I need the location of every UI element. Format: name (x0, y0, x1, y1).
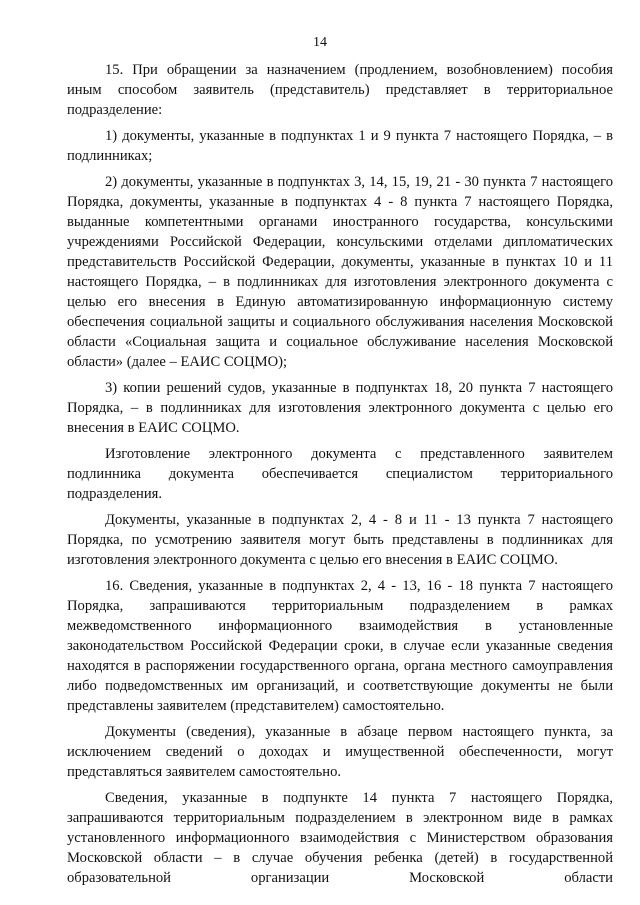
paragraph-16-self-submission: Документы (сведения), указанные в абзаце первом настоящего пункта, за исключением сведений о доходах и имущественной обеспеченности, могут представляться заявителем самостоятельно. (67, 724, 613, 780)
document-body (67, 60, 613, 894)
paragraph-15-item-2: 2) документы, указанные в подпунктах 3, 14, 15, 19, 21 - 30 пункта 7 настоящего Порядка, документы, указанные в подпунктах 4 - 8 пункта 7 настоящего Порядка, выданные компетентными органами иностранного государства, консульскими учреждениями Российской Федерации, консульскими отделами дипломатических представительств Российской Федерации, документы, указанные в пунктах 10 и 11 настоящего Порядка, – в подлинниках для изготовления электронного документа с целью его внесения в Единую автоматизированную информационную систему обеспечения социальной защиты и социального обслуживания населения Московской области «Социальная защита и социальное обслуживание населения Московской области» (далее – ЕАИС СОЦМО); (67, 174, 613, 370)
paragraph-15-intro: 15. При обращении за назначением (продлением, возобновлением) пособия иным способом заявитель (представитель) представляет в территориальное подразделение: (67, 62, 613, 118)
paragraph-16-education-info: Сведения, указанные в подпункте 14 пункта 7 настоящего Порядка, запрашиваются территориальным подразделением в электронном виде в рамках установленного информационного взаимодействия с Министерством образования Московской области – в случае обучения ребенка (детей) в государственной образовательной организации Московской области (67, 790, 613, 886)
paragraph-16-intro: 16. Сведения, указанные в подпунктах 2, 4 - 13, 16 - 18 пункта 7 настоящего Порядка, запрашиваются территориальным подразделением в рамках межведомственного информационного взаимодействия в установленные законодательством Российской Федерации сроки, в случае если указанные сведения находятся в распоряжении государственного органа, органа местного самоуправления либо подведомственных им организаций, и соответствующие документы не были представлены заявителем (представителем) самостоятельно. (67, 578, 613, 714)
page-number: 14 (313, 35, 327, 50)
paragraph-electronic-document: Изготовление электронного документа с представленного заявителем подлинника документа обеспечивается специалистом территориального подразделения. (67, 446, 613, 502)
paragraph-15-item-3: 3) копии решений судов, указанные в подпунктах 18, 20 пункта 7 настоящего Порядка, – в подлинниках для изготовления электронного документа с целью его внесения в ЕАИС СОЦМО. (67, 380, 613, 436)
paragraph-15-item-1: 1) документы, указанные в подпунктах 1 и 9 пункта 7 настоящего Порядка, – в подлинниках; (67, 128, 613, 164)
paragraph-optional-documents: Документы, указанные в подпунктах 2, 4 - 8 и 11 - 13 пункта 7 настоящего Порядка, по усмотрению заявителя могут быть представлены в подлинниках для изготовления электронного документа с целью его внесения в ЕАИС СОЦМО. (67, 512, 613, 568)
